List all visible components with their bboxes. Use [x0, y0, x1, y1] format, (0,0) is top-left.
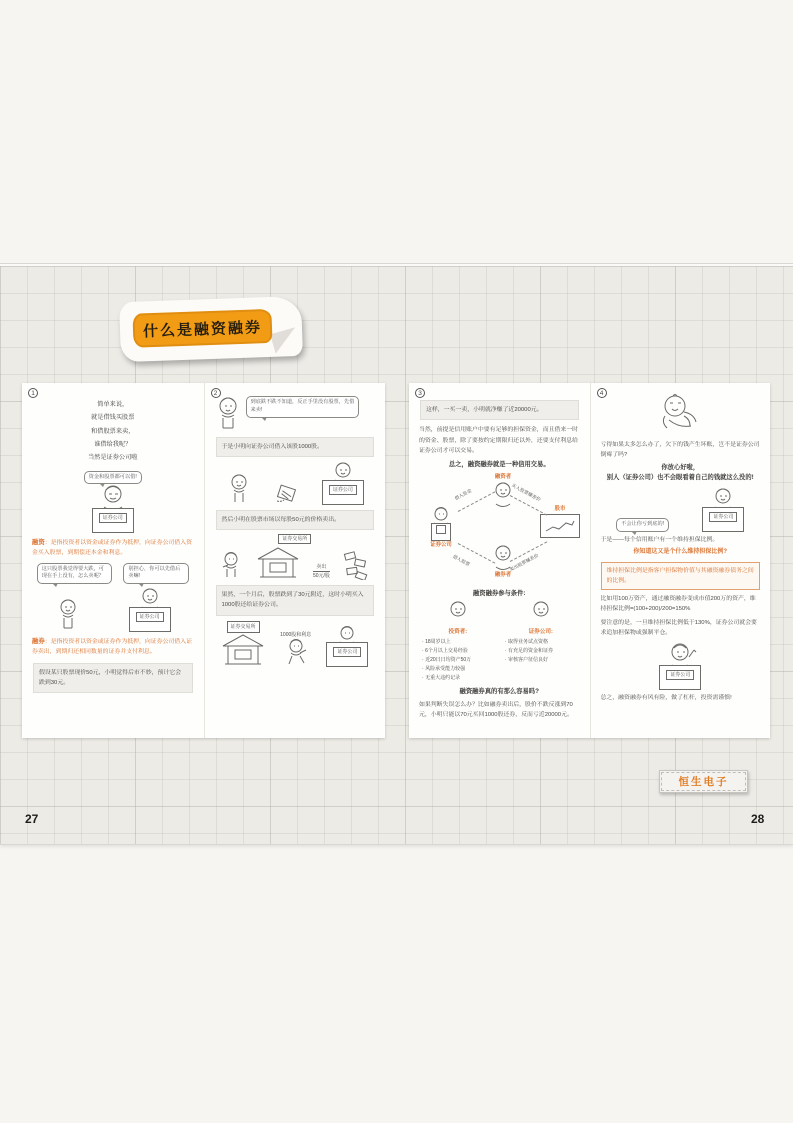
broker-doodle-icon	[530, 601, 552, 621]
credit-trade-heading: 总之，融资融券就是一种信用交易。	[448, 461, 550, 469]
baby-doodle-icon	[657, 394, 703, 432]
diagram-arrow-label: 借入资金	[453, 488, 473, 502]
panel-3	[409, 383, 590, 738]
intro-line: 就是借钱买股票	[91, 414, 135, 422]
hundsun-brand-button[interactable]: 恒生电子	[659, 770, 748, 793]
panel-1	[22, 383, 204, 738]
desk	[326, 642, 368, 667]
rongquan-definition	[32, 636, 194, 658]
intro-line: 简单来说，	[97, 401, 129, 408]
broker-at-desk	[31, 484, 195, 533]
worry-paragraph: 亏得如果太多怎么办了，欠下的钱产生坏账，岂不是证券公司倒霉了吗?	[600, 441, 760, 458]
stock-certificate-icon	[276, 483, 298, 505]
credit-trade-diagram	[418, 473, 581, 585]
condition-item: · 审核客户征信良好	[505, 656, 581, 665]
maintenance-question: 你知道这又是个什么维持担保比例?	[633, 549, 728, 556]
panel-1-intro	[31, 398, 195, 465]
risk-question-heading: 融资融券真的有那么容易吗?	[459, 687, 539, 695]
broker-doodle-icon	[96, 484, 130, 510]
stock-chart-icon	[540, 514, 580, 538]
intro-line: 当然是证券公司啦	[88, 454, 138, 462]
investor-doodle-icon	[447, 601, 469, 621]
broker-at-desk	[702, 487, 744, 532]
example-box: 假设某只股票现价50元，小明觉得后市不妙，预计它会跌到30元。	[33, 663, 193, 694]
intro-line: 谁借给我呢？	[94, 440, 132, 448]
condition-item: · 无重大违约记录	[422, 674, 498, 683]
broker-col-title: 证券公司:	[528, 629, 553, 636]
xiaoming-speech-bubble: 到底跌不跌不知道，反正手里没有股票，先借来卖!	[246, 396, 360, 418]
investor-doodle-icon	[55, 598, 81, 632]
money-scatter-icon	[343, 550, 369, 580]
condition-item: · 近20日日均资产50万	[422, 656, 498, 665]
condition-item: · 有充足的资金和证券	[505, 647, 581, 656]
investor-col-title: 投资者:	[448, 629, 468, 636]
page-title: 什么是融资融券	[132, 309, 272, 348]
desk	[92, 508, 134, 533]
desk-sign: 证券公司	[709, 512, 737, 522]
broker-speech-bubble: 资金和股票都可以借!	[84, 471, 142, 485]
exchange-sign: 证券交易所	[227, 621, 260, 633]
desk	[129, 607, 171, 632]
rongquan-term: 融券	[32, 637, 45, 645]
profit-box: 这样，一买一卖，小明就净赚了近20000元。	[420, 400, 579, 420]
rongzi-text: ：是指投资者以资金或证券作为抵押，向证券公司借入资金买入股票，到期偿还本金和利息。	[32, 540, 193, 557]
broker-conditions	[501, 601, 581, 683]
right-page-sheet	[409, 383, 770, 738]
condition-item: · 取得业务试点资格	[505, 638, 581, 647]
broker-doodle-icon	[329, 462, 357, 482]
desk	[431, 523, 450, 541]
broker-at-desk-2	[129, 587, 171, 632]
narration-box: 果然，一个月后，股票跌到了30元附近，这时小明买入1000股还给证券公司。	[216, 585, 375, 616]
maintenance-intro: 于是——每个信用账户有一个维持担保比例。	[600, 536, 719, 543]
desk	[322, 480, 364, 505]
closing-line: 总之，融资融券有风有险，做了杠杆，投资需谨慎!	[600, 694, 732, 701]
ratio-example-paragraph: 比如用100万资产，通过融资融券变成市值200万的资产，维持担保比例=(100+200)/200=150%	[600, 595, 756, 613]
panel-2-number: 2	[211, 388, 221, 398]
desk-sign: 证券公司	[333, 647, 361, 657]
diagram-arrow-label: 借入股票	[451, 554, 471, 568]
return-shares-label: 1000股和利息	[280, 631, 312, 638]
desk-sign	[436, 525, 445, 534]
diagram-short-seller-label: 融券者	[494, 572, 512, 579]
panel-1-number: 1	[28, 388, 38, 398]
reassure-line-2: 别人（证券公司）也不会眼看着自己的钱就这么没的!	[606, 474, 754, 482]
sell-price-label: 50元/股	[312, 572, 330, 579]
desk-sign: 证券公司	[666, 670, 694, 680]
page-number-right: 28	[751, 812, 765, 826]
condition-item: · 6个月以上交易经验	[422, 647, 498, 656]
broker-doodle-icon	[135, 587, 165, 609]
exchange-sign: 证券交易所	[278, 534, 311, 544]
ratio-warning-paragraph: 要注意的是，一旦维持担保比例低于130%，证券公司就会要求追加担保物或强制平仓。	[600, 619, 757, 636]
panel-4	[590, 383, 771, 738]
diagram-broker-label: 证券公司	[430, 541, 452, 548]
broker-at-desk	[326, 626, 368, 667]
investor-conditions	[418, 601, 498, 683]
panel-4-number: 4	[597, 388, 607, 398]
diagram-market-label: 股市	[554, 506, 566, 513]
condition-columns	[418, 601, 581, 683]
xiaoming-doodle-icon	[214, 396, 242, 432]
exchange-building-icon	[256, 546, 300, 580]
broker-reply-bubble: 别担心，你可以先借后卖嘛!	[123, 563, 188, 585]
broker-speech-bubble: 不会让你亏到底的!	[616, 518, 669, 532]
exchange-building-icon	[221, 633, 265, 667]
desk	[659, 665, 701, 690]
page-number-left: 27	[25, 812, 39, 826]
diagram-arrow-label: 买入股票赚差价	[510, 483, 542, 503]
condition-paragraph: 当然，前提是信用账户中要有足够的担保资金，而且借来一时的资金、股票，除了要按约定期限归还以外，还要支付利息给证券公司才可以交易。	[419, 427, 579, 454]
narration-box: 于是小明向证券公司借入该股1000股。	[216, 437, 375, 457]
left-page-sheet	[22, 383, 385, 738]
desk	[702, 507, 744, 532]
xiaoming-doodle-icon	[226, 473, 252, 505]
panel-3-number: 3	[415, 388, 425, 398]
condition-item: · 18周岁以上	[422, 638, 498, 647]
title-sticker	[119, 296, 303, 362]
desk-sign: 证券公司	[99, 513, 127, 523]
broker-waving-doodle-icon	[663, 641, 697, 667]
broker-at-desk	[659, 641, 701, 690]
narration-box: 然后小明在股票市场以每股50元的价格卖出。	[216, 510, 375, 530]
runner-doodle-icon	[284, 639, 308, 667]
participation-heading: 融资融券参与条件:	[473, 590, 526, 598]
reassure-line-1: 你放心好啦，	[661, 464, 700, 472]
condition-item: · 风险承受能力较强	[422, 665, 498, 674]
desk-sign: 证券公司	[329, 485, 357, 495]
rongquan-text: ：是指投资者以资金或证券作为抵押，向证券公司借入证券卖出，到期归还相同数量的证券并支付利息。	[32, 638, 193, 656]
broker-doodle-icon	[708, 487, 738, 509]
sell-label: 卖出	[316, 563, 327, 570]
panel-2	[204, 383, 386, 738]
maintenance-definition-box: 维持担保比例是指客户担保物价值与其融资融券债务之间的比例。	[601, 562, 761, 590]
broker-at-desk	[322, 462, 364, 505]
investor-speech-bubble: 这只股票我觉得要大跌，可现在手上没有，怎么卖呢？	[37, 563, 112, 585]
diagram-financier-label: 融资者	[494, 474, 512, 481]
rongzi-definition	[32, 537, 194, 559]
risk-paragraph: 如果判断失误怎么办？比如融券卖出后，股价不跌反涨到70元，小明只能以70元买回1000股还券，反而亏近20000元。	[419, 702, 573, 719]
diagram-arrow-label: 卖出股票赚差价	[508, 553, 540, 573]
rongzi-term: 融资	[32, 539, 45, 547]
seller-doodle-icon	[220, 552, 242, 580]
desk-sign: 证券公司	[136, 612, 164, 622]
intro-line: 和借股票来卖，	[91, 427, 135, 435]
